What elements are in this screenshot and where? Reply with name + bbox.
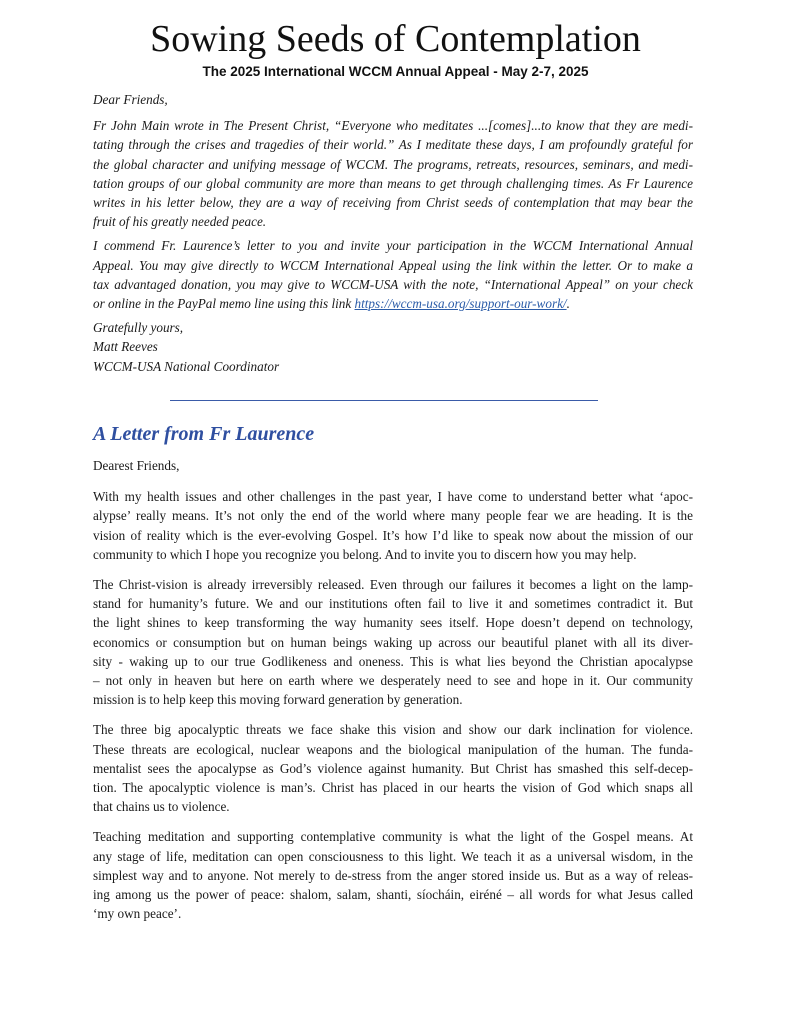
letter-line: The Christ-vision is already irreversibly released. Even through our failures it becomes a light on the lamp-: [93, 577, 693, 593]
support-link[interactable]: https://wccm-usa.org/support-our-work/: [354, 296, 567, 312]
page-subtitle: The 2025 International WCCM Annual Appeal - May 2-7, 2025: [202, 64, 589, 79]
intro-p2-text: or online in the PayPal memo line using this link: [93, 296, 355, 312]
intro-p1-line: Fr John Main wrote in The Present Christ, “Everyone who meditates ...[comes]...to know that they are medi-: [93, 118, 693, 134]
letter-line: mentalist sees the apocalypse as God’s violence against humanity. But Christ has smashed this self-decep-: [93, 760, 693, 776]
intro-p1-line: tation groups of our global community are more than means to get through challenging times. As Fr Laurence: [93, 175, 693, 191]
letter-line: economics or consumption but on human beings waking up across our beautiful planet with all its diver-: [93, 634, 693, 650]
intro-p2-last-line: [93, 294, 693, 313]
letter-line: sity - waking up to our true Godlikeness and oneness. This is what lies beyond the Christian apocalypse: [93, 653, 693, 669]
closing-line: Gratefully yours,: [93, 320, 184, 336]
letter-line: tion. The apocalyptic violence is man’s. Christ has placed in our hearts the vision of God which snaps all: [93, 780, 693, 796]
letter-paragraph-4: [93, 827, 693, 923]
letter-paragraph-1: [93, 487, 693, 564]
letter-line: community to which I hope you recognize you belong. And to invite you to discern how you may help.: [93, 546, 637, 562]
letter-line: that chains us to violence.: [93, 799, 230, 815]
letter-line: ‘my own peace’.: [93, 906, 182, 922]
intro-p1-line: fruit of his greatly needed peace.: [93, 214, 267, 230]
intro-paragraph-1: [93, 116, 693, 231]
letter-greeting: Dearest Friends,: [93, 458, 180, 473]
letter-line: Teaching meditation and supporting contemplative community is what the light of the Gospel means. At: [93, 829, 693, 845]
intro-p1-line: tating through the crises and tragedies of their world.” As I meditate these days, I am profoundly grateful for: [93, 137, 693, 153]
intro-paragraph-2: [93, 236, 693, 313]
letter-line: stand for humanity’s future. We and our institutions often fail to live it and sometimes contradict it. But: [93, 596, 693, 612]
signer-name: Matt Reeves: [93, 339, 158, 355]
intro-p2-line: I commend Fr. Laurence’s letter to you and invite your participation in the WCCM International Annual: [93, 238, 693, 254]
letter-line: These threats are ecological, nuclear weapons and the biological manipulation of the human. The funda-: [93, 741, 693, 757]
intro-note: [93, 90, 693, 376]
letter-body: [93, 456, 693, 934]
letter-line: simplest way and to anyone. Not merely to de-stress from the anger stored inside us. But as a way of releas-: [93, 867, 693, 883]
letter-line: vision of reality which is the ever-evolving Gospel. It’s how I’d like to speak now about the mission of our: [93, 527, 693, 543]
letter-line: ing among us the power of peace: shalom, salam, shanti, síocháin, eiréné – all words for what Jesus called: [93, 887, 693, 903]
intro-p2-line: Appeal. You may give directly to WCCM International Appeal using the link within the letter. Or to make a: [93, 257, 693, 273]
intro-p1-line: the global character and unifying message of WCCM. The programs, retreats, resources, seminars, and medi-: [93, 156, 693, 172]
letter-line: – not only in heaven but here on earth where we desperately need to see and hope in it. Our community: [93, 673, 693, 689]
letter-heading: A Letter from Fr Laurence: [93, 423, 315, 445]
letter-line: With my health issues and other challenges in the past year, I have come to understand better what ‘apoc-: [93, 489, 693, 505]
signer-title: WCCM-USA National Coordinator: [93, 358, 280, 374]
letter-line: mission is to help keep this moving forward generation by generation.: [93, 692, 463, 708]
intro-p2-end: .: [566, 296, 570, 312]
letter-line: The three big apocalyptic threats we face shake this vision and show our dark inclination for violence.: [93, 722, 693, 738]
intro-p2-line: tax advantaged donation, you may give to WCCM-USA with the note, “International Appeal” on your check: [93, 276, 693, 292]
intro-p1-line: writes in his letter below, they are a way of receiving from Christ seeds of contemplation that may bear the: [93, 195, 693, 211]
letter-line: the light shines to keep transforming the way humanity sees itself. Hope doesn’t depend on technology,: [93, 615, 693, 631]
letter-line: any stage of life, meditation can open consciousness to this light. We teach it as a universal wisdom, in the: [93, 848, 693, 864]
section-divider: [170, 400, 598, 401]
signature-block: [93, 318, 693, 376]
letter-paragraph-3: [93, 720, 693, 816]
letter-line: alypse’ really means. It’s not only the end of the world where many people fear we are heading. It is the: [93, 508, 693, 524]
page-title: Sowing Seeds of Contemplation: [150, 18, 641, 60]
letter-paragraph-2: [93, 575, 693, 709]
intro-salutation: Dear Friends,: [93, 92, 168, 107]
